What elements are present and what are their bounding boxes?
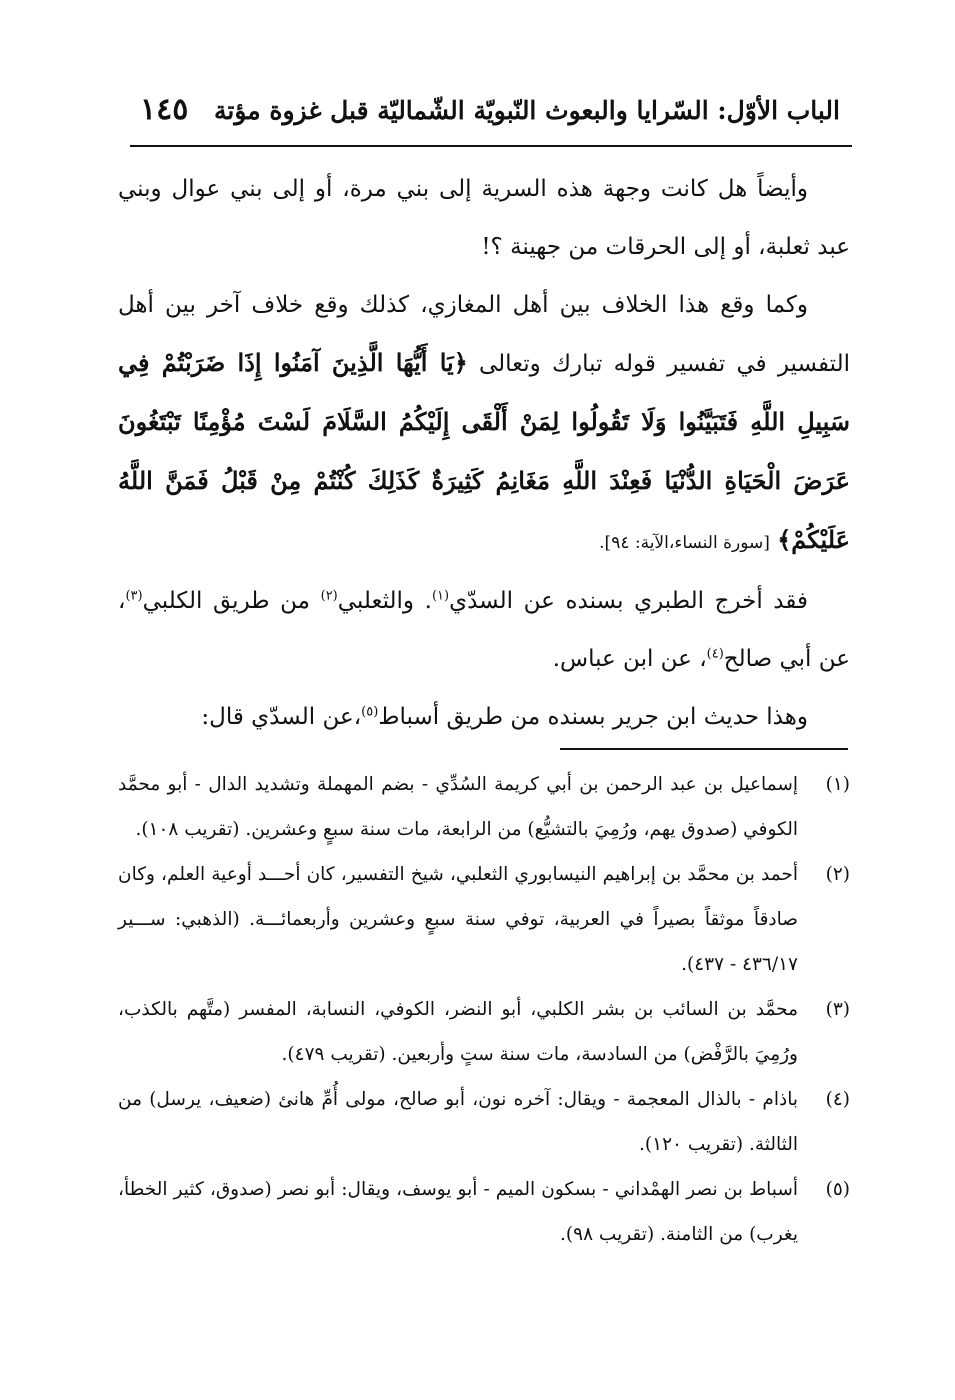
footnote-3 xyxy=(118,987,850,1077)
paragraph-2-intro: وكما وقع هذا الخلاف بين أهل المغازي، كذلك وقع خلاف آخر بين أهل التفسير في تفسير قوله تبارك وتعالى xyxy=(118,292,850,377)
footnote-ref-3: (٣) xyxy=(125,588,143,604)
paragraph-3-a: فقد أخرج الطبري بسنده عن السدّي xyxy=(449,588,809,614)
page-number: ١٤٥ xyxy=(140,92,189,127)
paragraph-3-d: ، عن أبي صالح xyxy=(118,588,850,672)
footnote-number: (٥) xyxy=(825,1179,850,1200)
footnote-number: (١) xyxy=(825,774,850,795)
footnote-number: (٤) xyxy=(825,1089,850,1110)
paragraph-3-e: ، عن ابن عباس. xyxy=(552,646,707,672)
paragraph-3-b: . والثعلبي xyxy=(337,588,432,614)
quran-verse: ﴿يَا أَيُّهَا الَّذِينَ آمَنُوا إِذَا ضَرَبْتُمْ فِي سَبِيلِ اللَّهِ فَتَبَيَّنُوا وَلَا تَقُولُوا لِمَنْ أَلْقَى إِلَيْكُمُ السَّلَامَ لَسْتَ مُؤْمِنًا تَبْتَغُونَ عَرَضَ الْحَيَاةِ الدُّنْيَا فَعِنْدَ اللَّهِ مَغَانِمُ كَثِيرَةٌ كَذَلِكَ كُنْتُمْ مِنْ قَبْلُ فَمَنَّ اللَّهُ عَلَيْكُمْ﴾ xyxy=(118,348,850,554)
footnote-ref-1: (١) xyxy=(431,588,450,604)
footnote-text: إسماعيل بن عبد الرحمن بن أبي كريمة السُدِّي - بضم المهملة وتشديد الدال - أبو محمَّد الكوفي (صدوق يهم، ورُمِيَ بالتشيُّع) من الرابعة، مات سنة سبعٍ وعشرين. (تقريب ١٠٨). xyxy=(118,774,798,840)
verse-citation: [سورة النساء،الآية: ٩٤]. xyxy=(599,533,770,553)
footnote-number: (٣) xyxy=(825,999,850,1020)
footnote-text: باذام - بالذال المعجمة - ويقال: آخره نون، أبو صالح، مولى أُمِّ هانئ (ضعيف، يرسل) من الثالثة. (تقريب ١٢٠). xyxy=(118,1089,798,1155)
footnote-ref-2: (٢) xyxy=(320,588,338,604)
footnote-1 xyxy=(118,762,850,852)
paragraph-4-a: وهذا حديث ابن جرير بسنده من طريق أسباط xyxy=(378,704,808,730)
page-header xyxy=(130,88,850,138)
running-title: الباب الأوّل: السّرايا والبعوث النّبويّة الشّماليّة قبل غزوة مؤتة xyxy=(214,96,840,125)
footnote-text: محمَّد بن السائب بن بشر الكلبي، أبو النضر، الكوفي، النسابة، المفسر (متَّهم بالكذب، ورُمِيَ بالرَّفْض) من السادسة، مات سنة ستٍ وأربعين. (تقريب ٤٧٩). xyxy=(118,999,798,1065)
paragraph-3-c: من طريق الكلبي xyxy=(142,588,321,614)
paragraph-3 xyxy=(118,572,850,688)
footnote-number: (٢) xyxy=(825,864,850,885)
footnote-ref-4: (٤) xyxy=(706,646,724,662)
footnote-2 xyxy=(118,852,850,987)
footnote-ref-5: (٥) xyxy=(361,704,379,720)
paragraph-2 xyxy=(118,276,850,572)
footnote-separator xyxy=(560,748,848,750)
header-rule xyxy=(130,145,852,147)
paragraph-4 xyxy=(118,688,850,746)
footnote-4 xyxy=(118,1077,850,1167)
footnotes xyxy=(118,762,850,1257)
paragraph-1: وأيضاً هل كانت وجهة هذه السرية إلى بني مرة، أو إلى بني عوال وبني عبد ثعلبة، أو إلى الحرقات من جهينة ؟! xyxy=(118,176,850,260)
paragraph-4-b: ،عن السدّي قال: xyxy=(201,704,362,730)
footnote-5 xyxy=(118,1167,850,1257)
footnote-text: أسباط بن نصر الهمْداني - بسكون الميم - أبو يوسف، ويقال: أبو نصر (صدوق، كثير الخطأ، يغرب) من الثامنة. (تقريب ٩٨). xyxy=(118,1179,798,1245)
main-text xyxy=(118,160,850,746)
footnote-text: أحمد بن محمَّد بن إبراهيم النيسابوري الثعلبي، شيخ التفسير، كان أحـــد أوعية العلم، وكان صادقاً موثقاً بصيراً في العربية، توفي سنة سبعٍ وعشرين وأربعمائـــة. (الذهبي: ســـير ٤٣٦/١٧ - ٤٣٧). xyxy=(118,864,798,975)
